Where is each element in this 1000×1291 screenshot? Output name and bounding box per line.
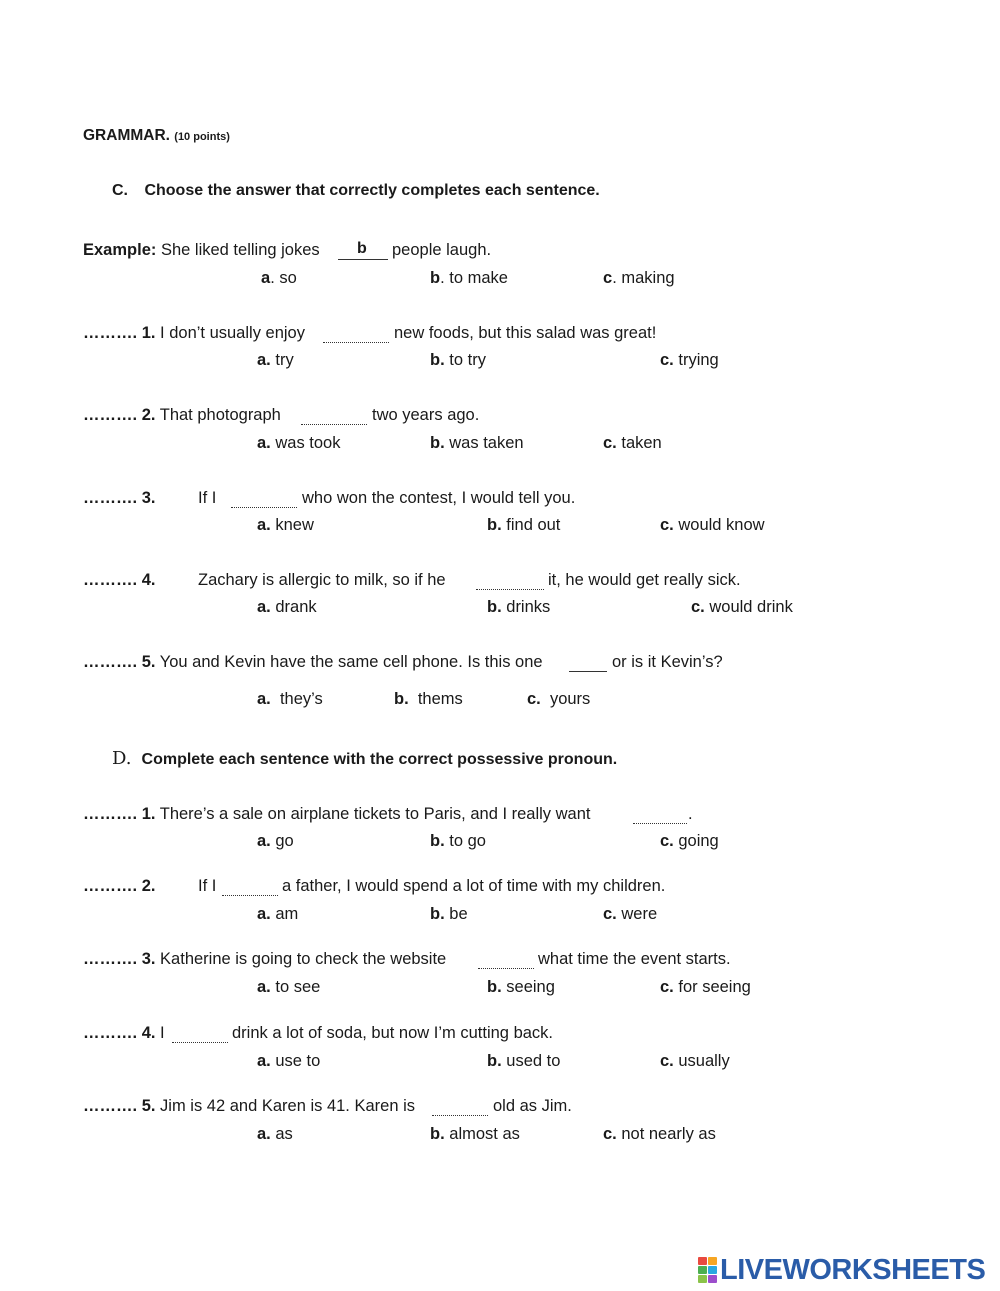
c1-option-c[interactable]: c. trying: [660, 351, 719, 369]
question-number: 5.: [141, 1097, 156, 1115]
section-c-instruction: Choose the answer that correctly completes each sentence.: [144, 182, 600, 199]
d4-option-a[interactable]: a. use to: [257, 1052, 321, 1070]
c1-option-a[interactable]: a. try: [257, 351, 294, 369]
c-question-1: [83, 324, 305, 343]
d5-option-b[interactable]: b. almost as: [430, 1125, 520, 1143]
d3-text-after: what time the event starts.: [538, 950, 731, 968]
page-title: [83, 127, 230, 145]
example-label: Example:: [83, 241, 157, 259]
d3-option-c[interactable]: c. for seeing: [660, 978, 751, 996]
section-d-letter: D.: [112, 748, 132, 769]
question-number: 1.: [141, 324, 156, 342]
answer-dots: ……….: [83, 805, 138, 823]
c4-option-b[interactable]: b. drinks: [487, 598, 551, 616]
example-option-a: a. so: [261, 269, 297, 287]
d1-option-a[interactable]: a. go: [257, 832, 294, 850]
points-label: (10 points): [174, 131, 230, 143]
answer-dots: ……….: [83, 1097, 138, 1115]
c1-text-after: new foods, but this salad was great!: [394, 324, 657, 342]
example-sentence: [83, 241, 320, 260]
c-question-5: [83, 653, 543, 672]
question-number: 4.: [141, 1024, 156, 1042]
question-text-before: I don’t usually enjoy: [160, 324, 305, 342]
question-number: 1.: [141, 805, 156, 823]
d2-option-b[interactable]: b. be: [430, 905, 468, 923]
c3-option-c[interactable]: c. would know: [660, 516, 765, 534]
d5-answer-blank[interactable]: [432, 1115, 488, 1116]
title-text: GRAMMAR.: [83, 127, 170, 144]
c5-answer-blank[interactable]: [569, 671, 607, 672]
d4-answer-blank[interactable]: [172, 1042, 228, 1043]
question-number: 3.: [141, 489, 156, 507]
c4-text-after: it, he would get really sick.: [548, 571, 741, 589]
c5-text-after: or is it Kevin’s?: [612, 653, 723, 671]
c3-option-a[interactable]: a. knew: [257, 516, 314, 534]
d3-answer-blank[interactable]: [478, 968, 534, 969]
liveworksheets-logo: [698, 1253, 985, 1287]
c2-answer-blank[interactable]: [301, 424, 367, 425]
answer-dots: ……….: [83, 489, 138, 507]
question-number: 3.: [141, 950, 156, 968]
logo-text: LIVEWORKSHEETS: [720, 1253, 986, 1286]
answer-dots: ……….: [83, 877, 138, 895]
question-number: 5.: [141, 653, 156, 671]
d1-option-c[interactable]: c. going: [660, 832, 719, 850]
section-c-letter: C.: [112, 182, 128, 199]
c5-option-a[interactable]: a. they’s: [257, 690, 323, 708]
d1-option-b[interactable]: b. to go: [430, 832, 486, 850]
d2-option-c[interactable]: c. were: [603, 905, 658, 923]
question-text-before: Katherine is going to check the website: [160, 950, 447, 968]
c1-answer-blank[interactable]: [323, 342, 389, 343]
d4-option-b[interactable]: b. used to: [487, 1052, 561, 1070]
d3-option-a[interactable]: a. to see: [257, 978, 321, 996]
liveworksheets-logo-icon: [698, 1257, 717, 1283]
d-question-5: [83, 1097, 415, 1116]
c-question-2: [83, 406, 281, 425]
question-text-before: That photograph: [159, 406, 281, 424]
answer-dots: ……….: [83, 406, 138, 424]
answer-dots: ……….: [83, 653, 138, 671]
answer-dots: ……….: [83, 324, 138, 342]
c4-option-c[interactable]: c. would drink: [691, 598, 793, 616]
c2-text-after: two years ago.: [372, 406, 480, 424]
answer-dots: ……….: [83, 571, 138, 589]
example-before: She liked telling jokes: [160, 241, 320, 259]
d5-option-a[interactable]: a. as: [257, 1125, 293, 1143]
section-d-heading: [112, 748, 617, 769]
c3-text-after: who won the contest, I would tell you.: [302, 489, 576, 507]
d2-text-after: a father, I would spend a lot of time with my children.: [282, 877, 666, 895]
example-blank: [338, 259, 388, 260]
answer-dots: ……….: [83, 950, 138, 968]
question-number: 4.: [141, 571, 156, 589]
example-answer: b: [357, 240, 367, 257]
c2-option-b[interactable]: b. was taken: [430, 434, 524, 452]
question-text-before: Jim is 42 and Karen is 41. Karen is: [160, 1097, 416, 1115]
c-question-4: [83, 571, 155, 590]
question-text-before: You and Kevin have the same cell phone. Is this one: [159, 653, 543, 671]
example-option-b: b. to make: [430, 269, 508, 287]
d-question-1: [83, 805, 591, 824]
c4-option-a[interactable]: a. drank: [257, 598, 317, 616]
d-question-2: [83, 877, 155, 896]
c5-option-b[interactable]: b. thems: [394, 690, 463, 708]
question-text-before: There’s a sale on airplane tickets to Paris, and I really want: [159, 805, 591, 823]
c-question-3: [83, 489, 155, 508]
c4-text-before: Zachary is allergic to milk, so if he: [198, 571, 446, 589]
d1-text-after: .: [688, 805, 693, 823]
section-c-heading: [112, 182, 600, 200]
section-d-instruction: Complete each sentence with the correct possessive pronoun.: [141, 751, 618, 768]
c2-option-c[interactable]: c. taken: [603, 434, 662, 452]
c3-text-before: If I: [198, 489, 217, 507]
c1-option-b[interactable]: b. to try: [430, 351, 486, 369]
d5-text-after: old as Jim.: [493, 1097, 572, 1115]
d-question-3: [83, 950, 446, 969]
d2-answer-blank[interactable]: [222, 895, 278, 896]
c3-answer-blank[interactable]: [231, 507, 297, 508]
d4-option-c[interactable]: c. usually: [660, 1052, 730, 1070]
d1-answer-blank[interactable]: [633, 823, 687, 824]
example-after: people laugh.: [392, 241, 492, 259]
d5-option-c[interactable]: c. not nearly as: [603, 1125, 716, 1143]
question-number: 2.: [141, 406, 156, 424]
d3-option-b[interactable]: b. seeing: [487, 978, 555, 996]
d-question-4: [83, 1024, 165, 1043]
question-number: 2.: [141, 877, 156, 895]
example-option-c: c. making: [603, 269, 675, 287]
c2-option-a[interactable]: a. was took: [257, 434, 341, 452]
d4-text-after: drink a lot of soda, but now I’m cutting back.: [232, 1024, 554, 1042]
question-text-before: I: [160, 1024, 165, 1042]
c3-option-b[interactable]: b. find out: [487, 516, 561, 534]
c5-option-c[interactable]: c. yours: [527, 690, 591, 708]
c4-answer-blank[interactable]: [476, 589, 544, 590]
answer-dots: ……….: [83, 1024, 138, 1042]
d2-option-a[interactable]: a. am: [257, 905, 299, 923]
d2-text-before: If I: [198, 877, 217, 895]
